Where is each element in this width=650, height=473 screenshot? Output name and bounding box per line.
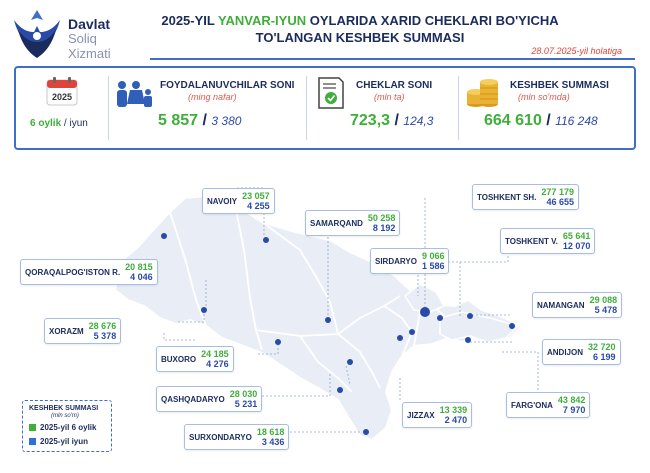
cheques-total: 723,3 [350, 112, 391, 129]
title-line-2: TO'LANGAN KESHBEK SUMMASI [255, 30, 465, 45]
region-name: TOSHKENT V. [505, 236, 558, 246]
region-june: 3 436 [261, 437, 285, 447]
cashback-unit: (mln so'mda) [518, 92, 570, 102]
dot-surxondaryo [363, 429, 369, 435]
dot-jizzax [397, 335, 403, 341]
ferghana-region [440, 312, 518, 342]
dot-buxoro [275, 339, 281, 345]
period-main: 6 oylik [30, 118, 62, 129]
cashback-june: 116 248 [555, 114, 598, 128]
region-total: 50 258 [367, 213, 396, 223]
region-label-fargona [506, 392, 590, 418]
legend-item-june [29, 437, 88, 446]
period-cell [16, 68, 108, 148]
coins-icon [464, 74, 500, 110]
region-name: QASHQADARYO [161, 394, 225, 404]
dot-qoraqalpogiston [161, 233, 167, 239]
page-title [150, 12, 570, 46]
eagle-emblem-icon [10, 6, 64, 62]
logo [10, 6, 130, 64]
legend-swatch-blue [29, 438, 36, 445]
dot-fargona [465, 337, 471, 343]
dot-andijon [509, 323, 515, 329]
cashback-total: 664 610 [484, 112, 542, 129]
region-total: 65 641 [562, 231, 591, 241]
calendar-year: 2025 [51, 92, 73, 102]
region-june: 4 046 [130, 272, 153, 282]
receipt-check-icon [316, 76, 346, 110]
region-total: 277 179 [541, 187, 574, 197]
dot-samarqand [325, 317, 331, 323]
dot-namangan [467, 313, 473, 319]
region-total: 28 676 [88, 321, 117, 331]
region-label-jizzax [402, 402, 472, 428]
region-name: JIZZAX [407, 410, 435, 420]
legend-unit: (mln so'm) [51, 413, 79, 419]
region-label-andijon [542, 339, 621, 365]
region-total: 29 088 [589, 295, 618, 305]
region-total: 24 185 [201, 349, 229, 359]
cheques-cell [306, 68, 458, 148]
users-unit: (ming nafar) [188, 92, 237, 102]
region-total: 18 618 [256, 427, 285, 437]
cheques-june: 124,3 [403, 114, 434, 128]
users-cell [108, 68, 306, 148]
region-name: BUXORO [161, 354, 197, 364]
cheques-unit: (mln ta) [374, 92, 405, 102]
cashback-title: KESHBEK SUMMASI [510, 80, 609, 91]
region-total: 32 720 [588, 342, 616, 352]
region-june: 5 378 [93, 331, 117, 341]
region-label-surxondaryo [184, 424, 289, 450]
region-label-buxoro [156, 346, 234, 372]
region-june: 46 655 [546, 197, 574, 207]
region-name: QORAQALPOG'ISTON R. [25, 267, 121, 277]
brand-line-3: Xizmati [68, 46, 111, 61]
region-label-toshkent-sh [472, 184, 579, 210]
legend-item-2-label: 2025-yil iyun [40, 437, 89, 446]
users-total: 5 857 [158, 112, 199, 129]
region-name: FARG'ONA [511, 400, 553, 410]
region-total: 43 842 [557, 395, 586, 405]
cheques-title: CHEKLAR SONI [356, 80, 433, 91]
dot-sirdaryo [409, 329, 415, 335]
header-rule [150, 58, 635, 60]
region-june: 5 478 [594, 305, 618, 315]
dot-navoiy [263, 237, 269, 243]
region-june: 5 231 [234, 399, 258, 409]
region-june: 8 192 [372, 223, 396, 233]
cheques-values: 723,3 / 124,3 [350, 112, 434, 129]
region-name: NAMANGAN [537, 300, 585, 310]
region-june: 1 586 [421, 261, 445, 271]
region-label-sirdaryo [370, 248, 449, 274]
region-label-navoiy [202, 188, 275, 214]
region-june: 7 970 [562, 405, 586, 415]
title-pre: 2025-YIL [161, 13, 218, 28]
title-highlight: YANVAR-IYUN [217, 13, 307, 28]
legend-swatch-green [29, 424, 36, 431]
dot-toshkent-sh [420, 307, 430, 317]
region-name: TOSHKENT SH. [477, 192, 537, 202]
dot-navoiy-south [347, 359, 353, 365]
region-name: XORAZM [49, 326, 84, 336]
region-total: 23 057 [242, 191, 270, 201]
region-total: 20 815 [125, 262, 153, 272]
cashback-values: 664 610 / 116 248 [484, 112, 598, 129]
region-label-qoraqalpogiston [20, 259, 158, 285]
dot-xorazm [201, 307, 207, 313]
region-label-xorazm [44, 318, 121, 344]
region-label-samarqand [305, 210, 400, 236]
region-total: 28 030 [229, 389, 258, 399]
region-name: SAMARQAND [310, 218, 363, 228]
region-june: 12 070 [562, 241, 591, 251]
dot-toshkent-v [437, 315, 443, 321]
family-icon [114, 80, 156, 108]
region-name: NAVOIY [207, 196, 238, 206]
region-label-toshkent-v [500, 228, 595, 254]
users-values: 5 857 / 3 380 [158, 112, 242, 129]
region-name: SIRDARYO [375, 256, 417, 266]
period-unit: / iyun [63, 118, 88, 129]
region-label-qashqadaryo [156, 386, 262, 412]
region-june: 4 255 [247, 201, 270, 211]
title-post: OYLARIDA XARID CHEKLARI BO'YICHA [306, 13, 559, 28]
brand-line-2: Soliq [68, 31, 97, 46]
region-name: SURXONDARYO [189, 432, 252, 442]
users-title: FOYDALANUVCHILAR SONI [160, 80, 295, 91]
brand-line-1: Davlat [68, 16, 111, 32]
region-name: ANDIJON [547, 347, 584, 357]
map-legend [22, 400, 112, 452]
region-june: 4 276 [206, 359, 229, 369]
legend-item-6-months [29, 423, 96, 432]
calendar-icon [46, 76, 78, 106]
stats-panel [14, 66, 636, 150]
region-label-namangan [532, 292, 622, 318]
region-total: 9 066 [421, 251, 445, 261]
period-label [30, 118, 88, 129]
legend-item-1-label: 2025-yil 6 oylik [40, 423, 97, 432]
region-june: 6 199 [593, 352, 616, 362]
dot-qashqadaryo [337, 387, 343, 393]
users-june: 3 380 [211, 114, 242, 128]
date-note: 28.07.2025-yil holatiga [531, 46, 622, 56]
cashback-cell [458, 68, 636, 148]
region-total: 13 339 [439, 405, 468, 415]
legend-title: KESHBEK SUMMASI [29, 405, 99, 412]
region-june: 2 470 [444, 415, 468, 425]
